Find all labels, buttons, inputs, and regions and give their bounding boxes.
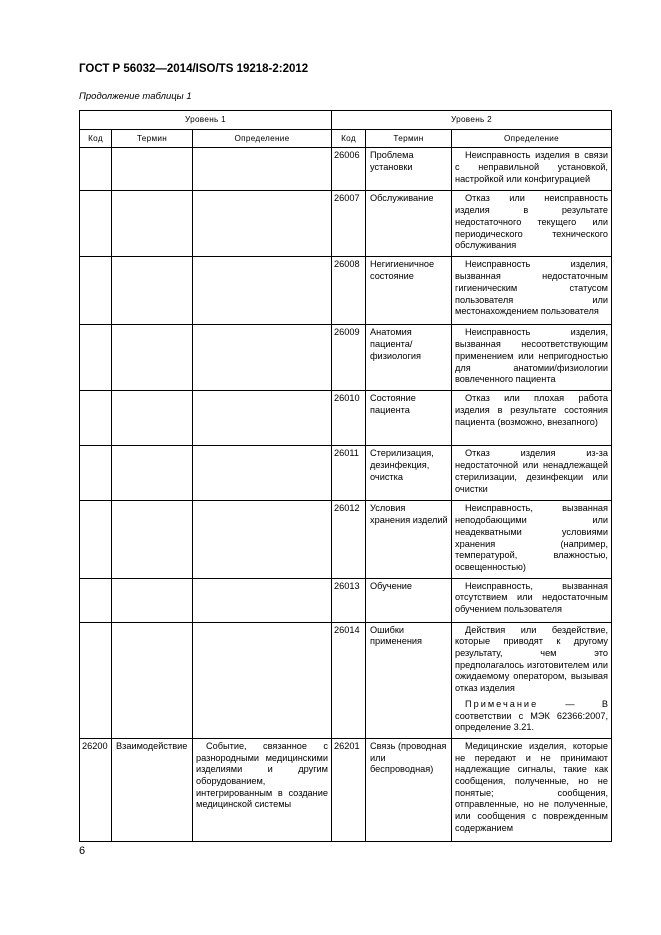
l2-term-cell: Ошибки применения bbox=[366, 622, 452, 738]
l1-definition-cell bbox=[193, 148, 332, 191]
l1-term-cell bbox=[112, 622, 193, 738]
col-header-code: Код bbox=[332, 129, 366, 148]
l1-definition-cell bbox=[193, 578, 332, 622]
l1-term-cell bbox=[112, 446, 193, 501]
definition-text: Отказ или неисправность изделия в результате недостаточного текущего или периодического технического обслуживания bbox=[455, 193, 608, 251]
note-label: Примечание bbox=[465, 698, 539, 709]
table-row bbox=[80, 578, 612, 622]
l1-code-cell bbox=[80, 325, 112, 391]
l1-definition-cell bbox=[193, 191, 332, 257]
l2-term-cell: Анатомия пациента/физиология bbox=[366, 325, 452, 391]
note-text: — В соответствии с МЭК 62366:2007, определение 3.21. bbox=[455, 698, 608, 733]
l2-code-cell: 26201 bbox=[332, 738, 366, 841]
table-row bbox=[80, 622, 612, 738]
l1-term-cell bbox=[112, 578, 193, 622]
l1-code-cell bbox=[80, 257, 112, 325]
definition-text: Неисправность изделия, вызванная недостаточным гигиеническим статусом пользователя или местонахождением пользователя bbox=[455, 259, 608, 317]
l2-definition-cell bbox=[452, 391, 612, 446]
l2-term-cell: Связь (проводная или беспроводная) bbox=[366, 738, 452, 841]
table-row bbox=[80, 391, 612, 446]
l1-term-cell: Взаимодействие bbox=[112, 738, 193, 841]
table-row bbox=[80, 501, 612, 578]
l1-code-cell bbox=[80, 446, 112, 501]
l1-code-cell bbox=[80, 191, 112, 257]
l1-code-cell bbox=[80, 578, 112, 622]
l2-definition-cell bbox=[452, 501, 612, 578]
table-row bbox=[80, 191, 612, 257]
l2-definition-cell bbox=[452, 622, 612, 738]
column-header-row bbox=[80, 129, 612, 148]
l1-term-cell bbox=[112, 191, 193, 257]
table-row bbox=[80, 738, 612, 841]
definition-text: Неисправность изделия, вызванная несоответствующим применением или непригодностью для анатомии/физиологии вовлеченного пациента bbox=[455, 327, 608, 385]
l2-code-cell: 26008 bbox=[332, 257, 366, 325]
l2-term-cell: Обслуживание bbox=[366, 191, 452, 257]
l1-code-cell bbox=[80, 391, 112, 446]
definition-text: Событие, связанное с разнородными медицинскими изделиями и другим оборудованием, интегрированным в создание медицинской системы bbox=[196, 740, 328, 810]
page-number: 6 bbox=[79, 845, 86, 857]
col-header-definition: Определение bbox=[193, 129, 332, 148]
l2-term-cell: Негигиеничное состояние bbox=[366, 257, 452, 325]
l2-definition-cell bbox=[452, 148, 612, 191]
table-row bbox=[80, 148, 612, 191]
definition-text: Неисправность, вызванная неподобающими или неадекватными условиями хранения (например, температурой, влажностью, освещенностью) bbox=[455, 503, 608, 572]
l2-term-cell: Условия хранения изделий bbox=[366, 501, 452, 578]
l2-definition-cell bbox=[452, 578, 612, 622]
classification-table bbox=[79, 110, 612, 842]
level-1-header: Уровень 1 bbox=[80, 111, 332, 130]
table-row bbox=[80, 257, 612, 325]
document-header: ГОСТ Р 56032—2014/ISO/TS 19218-2:2012 bbox=[79, 63, 309, 75]
definition-text: Неисправность, вызванная отсутствием или недостаточным обучением пользователя bbox=[455, 580, 608, 615]
l2-code-cell: 26006 bbox=[332, 148, 366, 191]
l2-code-cell: 26007 bbox=[332, 191, 366, 257]
group-header-row bbox=[80, 111, 612, 130]
definition-note bbox=[455, 699, 608, 734]
l1-definition-cell bbox=[193, 325, 332, 391]
l1-code-cell bbox=[80, 501, 112, 578]
l2-code-cell: 26013 bbox=[332, 578, 366, 622]
l2-term-cell: Проблема установки bbox=[366, 148, 452, 191]
l1-code-cell bbox=[80, 148, 112, 191]
l1-term-cell bbox=[112, 257, 193, 325]
table-caption: Продолжение таблицы 1 bbox=[79, 91, 192, 102]
l1-definition-cell bbox=[193, 391, 332, 446]
definition-text: Отказ изделия из-за недостаточной или ненадлежащей стерилизации, дезинфекции или очистки bbox=[455, 448, 608, 494]
l2-code-cell: 26014 bbox=[332, 622, 366, 738]
l1-term-cell bbox=[112, 501, 193, 578]
l2-code-cell: 26012 bbox=[332, 501, 366, 578]
l1-definition-cell bbox=[193, 501, 332, 578]
l1-term-cell bbox=[112, 325, 193, 391]
col-header-code: Код bbox=[80, 129, 112, 148]
l2-term-cell: Стерилизация, дезинфекция, очистка bbox=[366, 446, 452, 501]
l2-definition-cell bbox=[452, 446, 612, 501]
l1-term-cell bbox=[112, 148, 193, 191]
l1-definition-cell bbox=[193, 446, 332, 501]
l1-definition-cell bbox=[193, 257, 332, 325]
col-header-term: Термин bbox=[366, 129, 452, 148]
l1-term-cell bbox=[112, 391, 193, 446]
l2-definition-cell bbox=[452, 257, 612, 325]
level-2-header: Уровень 2 bbox=[332, 111, 612, 130]
l1-code-cell: 26200 bbox=[80, 738, 112, 841]
l1-code-cell bbox=[80, 622, 112, 738]
col-header-definition: Определение bbox=[452, 129, 612, 148]
definition-text: Медицинские изделия, которые не передают и не принимают надлежащие сигналы, такие как сообщения, полученные, но не понятые; сообщения, отправленные, но не полученные, или сообщения с поврежденным содержанием bbox=[455, 740, 608, 833]
l1-definition-cell bbox=[193, 738, 332, 841]
l2-code-cell: 26009 bbox=[332, 325, 366, 391]
table-row bbox=[80, 446, 612, 501]
l2-definition-cell bbox=[452, 738, 612, 841]
l2-definition-cell bbox=[452, 325, 612, 391]
table-row bbox=[80, 325, 612, 391]
l2-term-cell: Состояние пациента bbox=[366, 391, 452, 446]
l2-term-cell: Обучение bbox=[366, 578, 452, 622]
l2-code-cell: 26011 bbox=[332, 446, 366, 501]
definition-text: Отказ или плохая работа изделия в результате состояния пациента (возможно, внезапного) bbox=[455, 393, 608, 427]
l2-code-cell: 26010 bbox=[332, 391, 366, 446]
definition-text: Неисправность изделия в связи с неправильной установкой, настройкой или конфигурацией bbox=[455, 150, 608, 184]
l2-definition-cell bbox=[452, 191, 612, 257]
col-header-term: Термин bbox=[112, 129, 193, 148]
definition-text: Действия или бездействие, которые приводят к другому результату, чем это предполагалось изготовителем или ожидаемому оператором, вызывая отказ изделия bbox=[455, 624, 608, 694]
l1-definition-cell bbox=[193, 622, 332, 738]
